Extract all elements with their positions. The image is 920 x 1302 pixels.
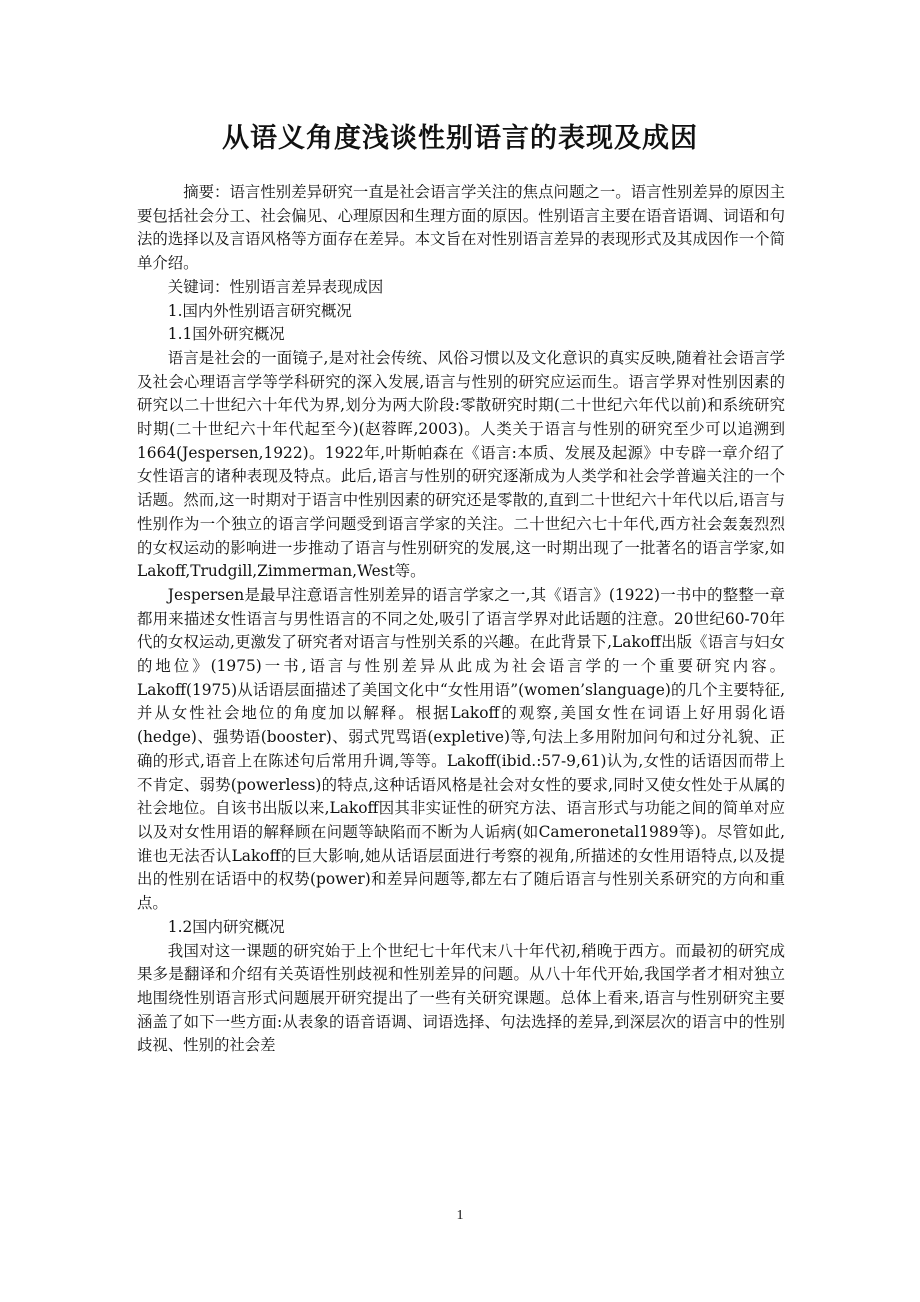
page-title: 从语义角度浅谈性别语言的表现及成因 xyxy=(222,123,698,154)
paragraph-1: 语言是社会的一面镜子,是对社会传统、风俗习惯以及文化意识的真实反映,随着社会语言学及社会心理语言学等学科研究的深入发展,语言与性别的研究应运而生。语言学界对性别因素的研究以二十世纪六十年代为界,划分为两大阶段:零散研究时期(二十世纪六年代以前)和系统研究时期(二十世纪六十年代起至今)(赵蓉晖,2003)。人类关于语言与性别的研究至少可以追溯到1664(Jespersen,1922)。1922年,叶斯帕森在《语言:本质、发展及起源》中专辟一章介绍了女性语言的诸种表现及特点。此后,语言与性别的研究逐渐成为人类学和社会学普遍关注的一个话题。然而,这一时期对于语言中性别因素的研究还是零散的,直到二十世纪六十年代以后,语言与性别作为一个独立的语言学问题受到语言学家的关注。二十世纪六七十年代,西方社会轰轰烈烈的女权运动的影响进一步推动了语言与性别研究的发展,这一时期出现了一批著名的语言学家,如Lakoff,Trudgill,Zimmerman,West等。 xyxy=(137,348,785,581)
paragraph-2: Jespersen是最早注意语言性别差异的语言学家之一,其《语言》(1922)一书中的整整一章都用来描述女性语言与男性语言的不同之处,吸引了语言学界对此话题的注意。20世纪60-70年代的女权运动,更激发了研究者对语言与性别关系的兴趣。在此背景下,Lakoff出版《语言与妇女的地位》(1975)一书,语言与性别差异从此成为社会语言学的一个重要研究内容。Lakoff(1975)从话语层面描述了美国文化中“女性用语”(women’slanguage)的几个主要特征,并从女性社会地位的角度加以解释。根据Lakoff的观察,美国女性在词语上好用弱化语(hedge)、强势语(booster)、弱式咒骂语(expletive)等,句法上多用附加问句和过分礼貌、正确的形式,语音上在陈述句后常用升调,等等。Lakoff(ibid.:57-9,61)认为,女性的话语因而带上不肯定、弱势(powerless)的特点,这种话语风格是社会对女性的要求,同时又使女性处于从属的社会地位。自该书出版以来,Lakoff因其非实证性的研究方法、语言形式与功能之间的简单对应以及对女性用语的解释顾在问题等缺陷而不断为人诟病(如Cameronetal1989等)。尽管如此,谁也无法否认Lakoff的巨大影响,她从话语层面进行考察的视角,所描述的女性用语特点,以及提出的性别在话语中的权势(power)和差异问题等,都左右了随后语言与性别关系研究的方向和重点。 xyxy=(137,585,785,913)
document-body xyxy=(137,181,785,1058)
abstract-paragraph: 摘要：语言性别差异研究一直是社会语言学关注的焦点问题之一。语言性别差异的原因主要包括社会分工、社会偏见、心理原因和生理方面的原因。性别语言主要在语音语调、词语和句法的选择以及言语风格等方面存在差异。本文旨在对性别语言差异的表现形式及其成因作一个简单介绍。 xyxy=(137,183,785,273)
keywords-line: 关键词：性别语言差异表现成因 xyxy=(167,277,384,296)
section-heading-1-2: 1.2国内研究概况 xyxy=(167,917,285,936)
paragraph-3: 我国对这一课题的研究始于上个世纪七十年代末八十年代初,稍晚于西方。而最初的研究成果多是翻译和介绍有关英语性别歧视和性别差异的问题。从八十年代开始,我国学者才相对独立地围绕性别语言形式问题展开研究提出了一些有关研究课题。总体上看来,语言与性别研究主要涵盖了如下一些方面:从表象的语音语调、词语选择、句法选择的差异,到深层次的语言中的性别歧视、性别的社会差 xyxy=(137,941,785,1055)
section-heading-1: 1.国内外性别语言研究概况 xyxy=(167,301,352,320)
page-number: 1 xyxy=(456,1208,464,1223)
section-heading-1-1: 1.1国外研究概况 xyxy=(167,325,285,344)
